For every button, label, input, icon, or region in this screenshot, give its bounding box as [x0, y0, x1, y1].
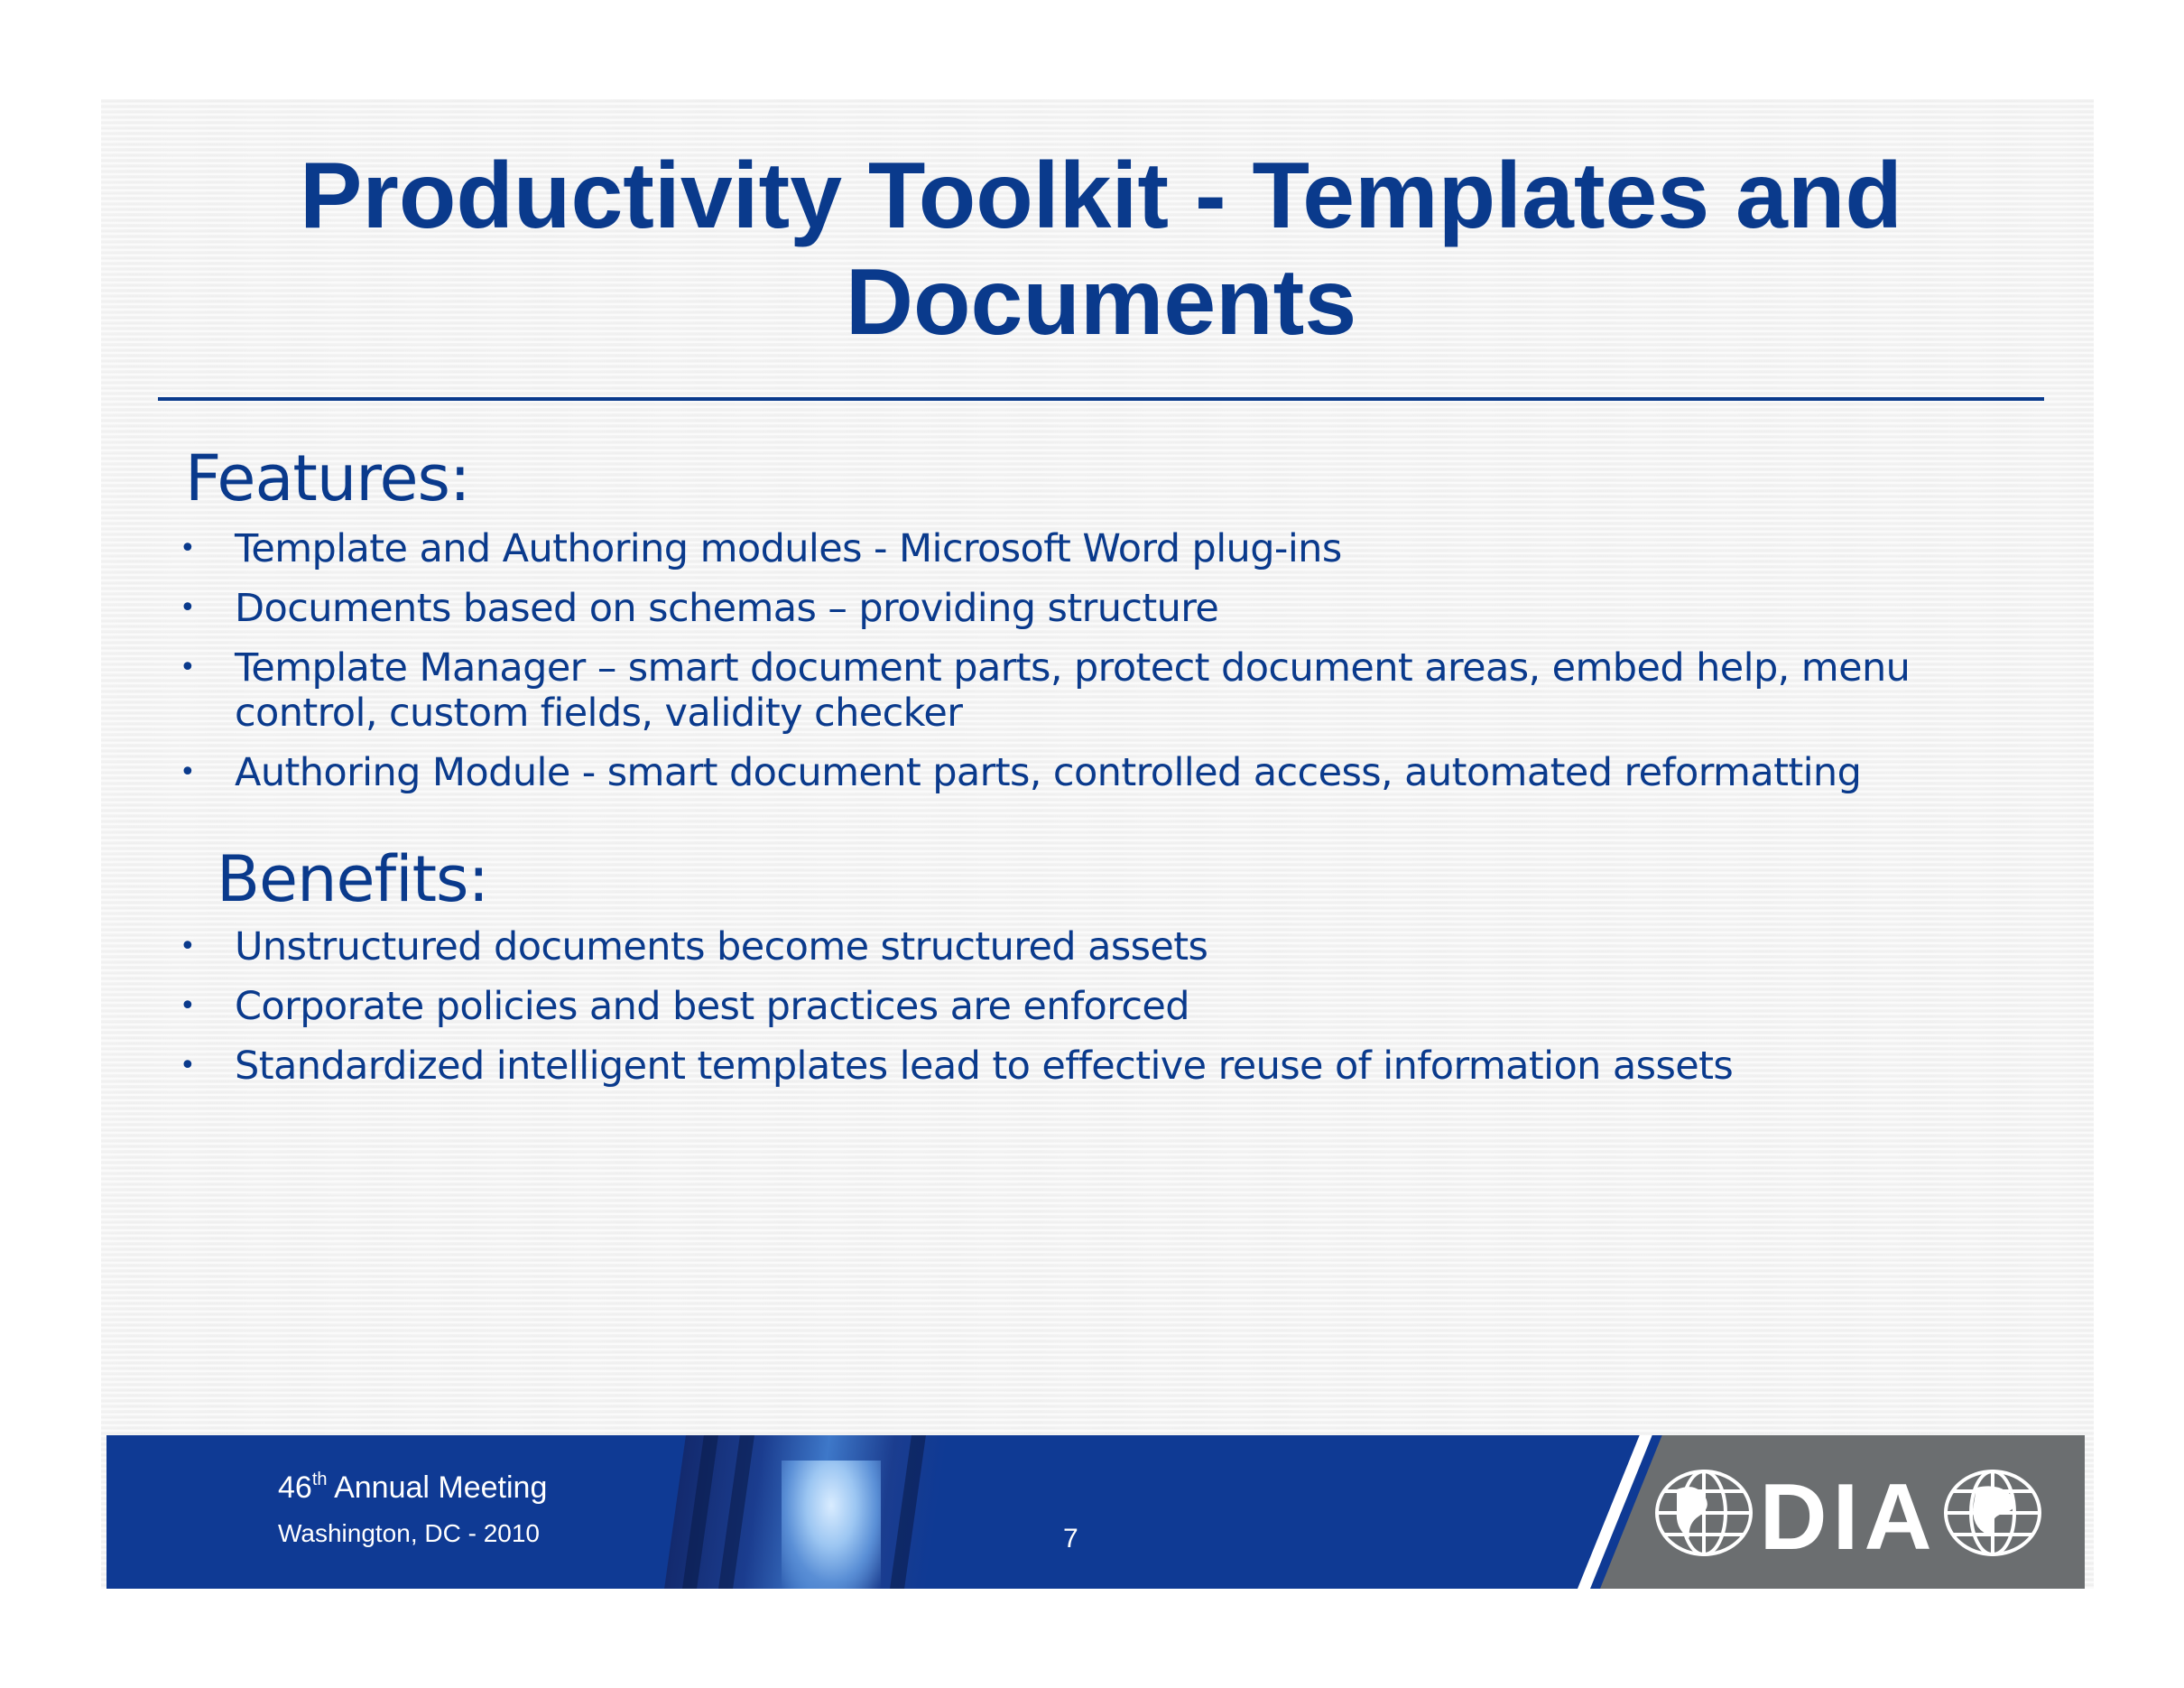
meeting-title — [278, 1470, 547, 1506]
bullet-icon: • — [180, 592, 196, 624]
features-list — [176, 526, 1945, 810]
meeting-suffix: th — [311, 1470, 328, 1489]
list-item — [176, 1043, 1945, 1089]
title-divider — [158, 397, 2044, 401]
bullet-icon: • — [180, 1050, 196, 1081]
list-item — [176, 526, 1945, 571]
list-item — [176, 645, 1945, 736]
meeting-number: 46 — [278, 1470, 312, 1505]
lincoln-memorial-photo — [664, 1435, 948, 1589]
benefit-text: Standardized intelligent templates lead to effective reuse of information assets — [235, 1043, 1734, 1089]
column-shape — [718, 1435, 754, 1589]
globe-left-icon — [1657, 1471, 1751, 1554]
bullet-icon: • — [180, 652, 196, 683]
feature-text: Template Manager – smart document parts, protect document areas, embed help, menu control, custom fields, validity checker — [235, 645, 1911, 736]
benefit-text: Corporate policies and best practices are enforced — [235, 984, 1189, 1029]
slide-title: Productivity Toolkit - Templates and Documents — [300, 144, 1902, 355]
list-item — [176, 586, 1945, 631]
page-number: 7 — [1063, 1524, 1078, 1554]
features-heading: Features: — [185, 441, 470, 515]
list-item — [176, 924, 1945, 969]
footer-banner — [106, 1435, 2085, 1589]
bullet-icon: • — [180, 756, 196, 788]
bullet-icon: • — [180, 990, 196, 1022]
column-shape — [682, 1435, 718, 1589]
statue-icon — [782, 1461, 881, 1589]
column-shape — [890, 1435, 926, 1589]
list-item — [176, 984, 1945, 1029]
benefits-heading: Benefits: — [217, 842, 489, 916]
dia-logo — [1641, 1462, 2056, 1563]
feature-text: Documents based on schemas – providing structure — [235, 586, 1219, 631]
feature-text: Template and Authoring modules - Microsoft Word plug-ins — [235, 526, 1342, 571]
list-item — [176, 750, 1945, 795]
benefit-text: Unstructured documents become structured assets — [235, 924, 1208, 969]
feature-text: Authoring Module - smart document parts, controlled access, automated reformatting — [235, 750, 1862, 795]
logo-text: DIA — [1759, 1465, 1938, 1563]
meeting-name: Annual Meeting — [327, 1470, 548, 1505]
benefits-list — [176, 924, 1945, 1103]
bullet-icon: • — [180, 931, 196, 962]
bullet-icon: • — [180, 533, 196, 564]
meeting-location: Washington, DC - 2010 — [278, 1519, 540, 1547]
